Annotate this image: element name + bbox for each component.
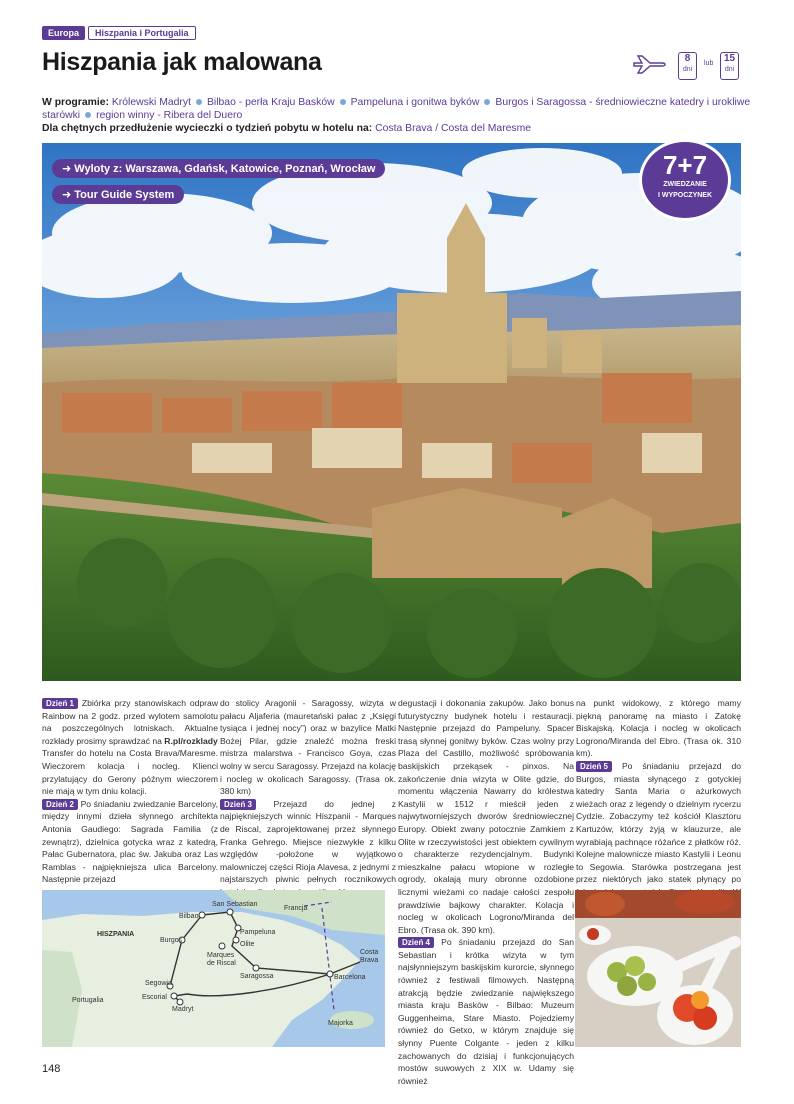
segovia-photo: [42, 143, 741, 681]
map-label-marques: Marques: [207, 952, 235, 959]
map-label-segowia: Segowia: [145, 980, 172, 987]
text-column-2: do stolicy Aragonii - Saragossy, wizyta w pałacu Aljaferia (mauretański pałac z „Księgi tysiąca i jednej nocy”) oraz w bazylice Matki Bożej Pilar, gdzie znaleźć można freski mistrza malarstwa - Francisco Goya, czas wolny w sercu Saragossy. Przejazd na kolację i nocleg w okolicach Saragossy. (Trasa ok. 380 km) Dzień 3 Przejazd do jednej z najpiękniejszych winnic Hiszpanii - Marques de Riscal, zaprojektowanej przez słynnego Franka Gehrego. Miejsce niezwykłe z kilku względów -położone w wyjątkowo malowniczej części Rioja Alavesa, z jednymi z najstarszych piwnic pełnych rocznikowych: [220, 697, 396, 899]
day-4-label: Dzień 4: [398, 937, 434, 948]
tapas-photo: [575, 890, 741, 1047]
route-map: [42, 890, 385, 1047]
day-5-paragraph: Dzień 5 Po śniadaniu przejazd do Burgos, miasta słynącego z gotyckiej katedry Santa Maria o ażurkowych wieżach oraz z legendy o dzielnym rycerzu Cydzie. Zobaczymy też kościół Klasztoru Kartuzów, którzy żyją w klauzurze, ale wyrabiają pachnące różańce z płatków róż. Kolejne malownicze miasto Kastylii i Leonu to Segowia. Starówka postrzegana jest przez niektórych jako statek płynący po: [576, 760, 742, 885]
badge-number: 7+7: [662, 150, 708, 180]
day-3-paragraph: Dzień 3 Przejazd do jednej z najpiękniejszych winnic Hiszpanii - Marques de Riscal, zaprojektowanej przez słynnego Franka Gehrego. Miejsce niezwykłe z kilku względów -położone w wyjątkowo malowniczej części Rioja Alavesa, z jednymi z najstarszych piwnic pełnych rocznikowych: [220, 798, 397, 885]
badge-text-2: I WYPOCZYNEK: [657, 192, 713, 199]
text-column-1: Dzień 1 Zbiórka przy stanowiskach odpraw Rainbow na 2 godz. przed wylotem samolotu na poszczególnych lotniskach. Aktualne rozkłady prosimy sprawdzać na R.pl/rozklady Transfer do hotelu na Costa Brava/Maresme. Wieczorem kolacja i nocleg. Klienci przylatujący do Gerony późnym wieczorem nie mają w tym dniu kolacji. Dzień 2 Po śniadaniu zwiedzanie Barcelony, między innymi dzieła słynnego architekta Antonia Gaudiego: Sagrada Familia (z zewnątrz), dzielnica gotycka wraz z katedrą, Pałac Gubernatora, plac św. Jakuba oraz Las Ramblas - najpiękniejsza ulica Barcelony. Następnie przejazd: [42, 698, 219, 885]
day-2-label: Dzień 2: [42, 799, 78, 810]
text-column-3: degustacji i dokonania zakupów. Jako bonus futurystyczny budynek hotelu i restauracji. Następnie przejazd do Pampeluny. Spacer trasą słynnej gonitwy byków. Czas wolny przy Plaza del Castillo, możliwość spróbowania baskijskich przekąsek - pinxos. Na zakończenie dnia wizyta w Olite gdzie, do momentu włączenia Nawarry do królestwa Kastylii w 1512 r mieścił jeden z najwytworniejszych dworów średniowiecznej Europy. Obiekt zwany potocznie Zamkiem z Olite w rzeczywistości jest obiektem cywilnym o charakterze rezydencjalnym. Budynki mieszkalne pałacu wtopione w rozległe ogrody, okalają mury obronne ozdobione licznymi wieżami co nadaje całości zespołu prawdziwie bajkowy charakter. Kolacja i nocleg w okolicach Logrono/Miranda del Ebro. (Trasa ok. 390 km). Dzień 4 Po śniadaniu przejazd do San Sebastian i krótka wizyta w tym najsłynniejszym baskijskim kurorcie, słynnego również z festiwali filmowych. Następną atrakcją będzie zwiedzanie największego miasta kraju Basków - Bilbao: Muzeum Guggenheima, Stare Miasto. Pojedziemy również do Getxo, w którym znajduje się słynny Puente Colgante - jeden z kilku zachowanych do dzisiaj i funkcjonujących mostów suwowych z XIX w. Udamy się również: [398, 698, 575, 1086]
duration-separator: lub: [704, 60, 714, 67]
map-label-pampeluna: Pampeluna: [240, 929, 276, 936]
breadcrumb: [42, 26, 196, 40]
map-label-san-sebastian: San Sebastian: [212, 901, 258, 908]
map-label-de-riscal: de Riscal: [207, 960, 236, 967]
duration-15-days: 15 dni: [720, 52, 739, 80]
day-4-paragraph: Dzień 4 Po śniadaniu przejazd do San Sebastian i krótka wizyta w tym najsłynniejszym baskijskim kurorcie, słynnego również z festiwali filmowych. Następną atrakcją będzie zwiedzanie największego miasta kraju Basków - Bilbao: Muzeum Guggenheima, Stare Miasto. Pojedziemy również do Getxo, w którym znajduje się słynny Puente Colgante - jeden z kilku zachowanych do dzisiaj i funkcjonujących mostów suwowych z XIX w. Udamy się również: [398, 937, 575, 1086]
day-1-label: Dzień 1: [42, 698, 78, 709]
map-label-saragossa: Saragossa: [240, 973, 274, 980]
flights-pill: ➜ Wyloty z: Warszawa, Gdańsk, Katowice, Poznań, Wrocław: [52, 159, 385, 178]
day-2-paragraph: Dzień 2 Po śniadaniu zwiedzanie Barcelony, między innymi dzieła słynnego architekta Antonia Gaudiego: Sagrada Familia (z zewnątrz), dzielnica gotycka wraz z katedrą, Pałac Gubernatora, plac św. Jakuba oraz Las Ramblas - najpiękniejsza ulica Barcelony. Następnie przejazd: [42, 798, 219, 885]
map-label-majorka: Majorka: [328, 1020, 353, 1027]
offer-badge: [639, 139, 731, 221]
program-summary: W programie: Królewski Madryt Bilbao - perła Kraju Basków Pampeluna i gonitwa byków Burgos i Saragossa - średniowieczne katedry i urokliwe starówki region winny - Ribera del Duero Dla chętnych przedłużenie wycieczki o tydzień pobytu w hotelu na: Costa Brava / Costa del Maresme: [42, 97, 751, 134]
map-label-hiszpania: HISZPANIA: [97, 931, 135, 938]
badge-text-1: ZWIEDZANIE: [663, 181, 707, 188]
map-label-francja: Francja: [284, 905, 308, 912]
text-column-4: na punkt widokowy, z którego mamy piękną panoramę na miasto i Zatokę Biskajską. Kolacja i nocleg w okolicach Logrono/Miranda del Ebro. (Trasa ok. 310 km). Dzień 5 Po śniadaniu przejazd do Burgos, miasta słynącego z gotyckiej katedry Santa Maria o ażurkowych wieżach oraz z legendy o dzielnym rycerzu Cydzie. Zobaczymy też kościół Klasztoru Kartuzów, którzy żyją w klauzurze, ale wyrabiają pachnące różańce z płatków róż. Kolejne malownicze miasto Kastylii i Leonu to Segowia. Starówka postrzegana jest przez niektórych jako statek płynący po: [576, 697, 741, 911]
map-label-escorial: Escorial: [142, 994, 167, 1001]
day-5-label: Dzień 5: [576, 761, 612, 772]
day-1-paragraph: Dzień 1 Zbiórka przy stanowiskach odpraw Rainbow na 2 godz. przed wylotem samolotu na poszczególnych lotniskach. Aktualne rozkłady prosimy sprawdzać na R.pl/rozklady: [42, 698, 219, 746]
map-label-madryt: Madryt: [172, 1006, 194, 1013]
map-label-olite: Olite: [240, 941, 255, 948]
duration-8-days: 8 dni: [678, 52, 697, 80]
tour-guide-pill: ➜ Tour Guide System: [52, 185, 184, 204]
map-label-portugalia: Portugalia: [72, 997, 104, 1004]
map-label-barcelona: Barcelona: [334, 974, 366, 981]
breadcrumb-hiszpania-portugalia[interactable]: Hiszpania i Portugalia: [88, 26, 196, 40]
map-label-bilbao: Bilbao: [179, 913, 199, 920]
page-title: Hiszpania jak malowana: [42, 48, 322, 76]
map-label-brava: Brava: [360, 957, 379, 964]
map-label-burgos: Burgos: [160, 937, 183, 944]
plane-icon: [632, 54, 668, 74]
day-3-label: Dzień 3: [220, 799, 256, 810]
breadcrumb-europa[interactable]: Europa: [42, 26, 85, 40]
map-label-costa: Costa: [360, 949, 379, 956]
page-number: 148: [42, 1063, 61, 1075]
